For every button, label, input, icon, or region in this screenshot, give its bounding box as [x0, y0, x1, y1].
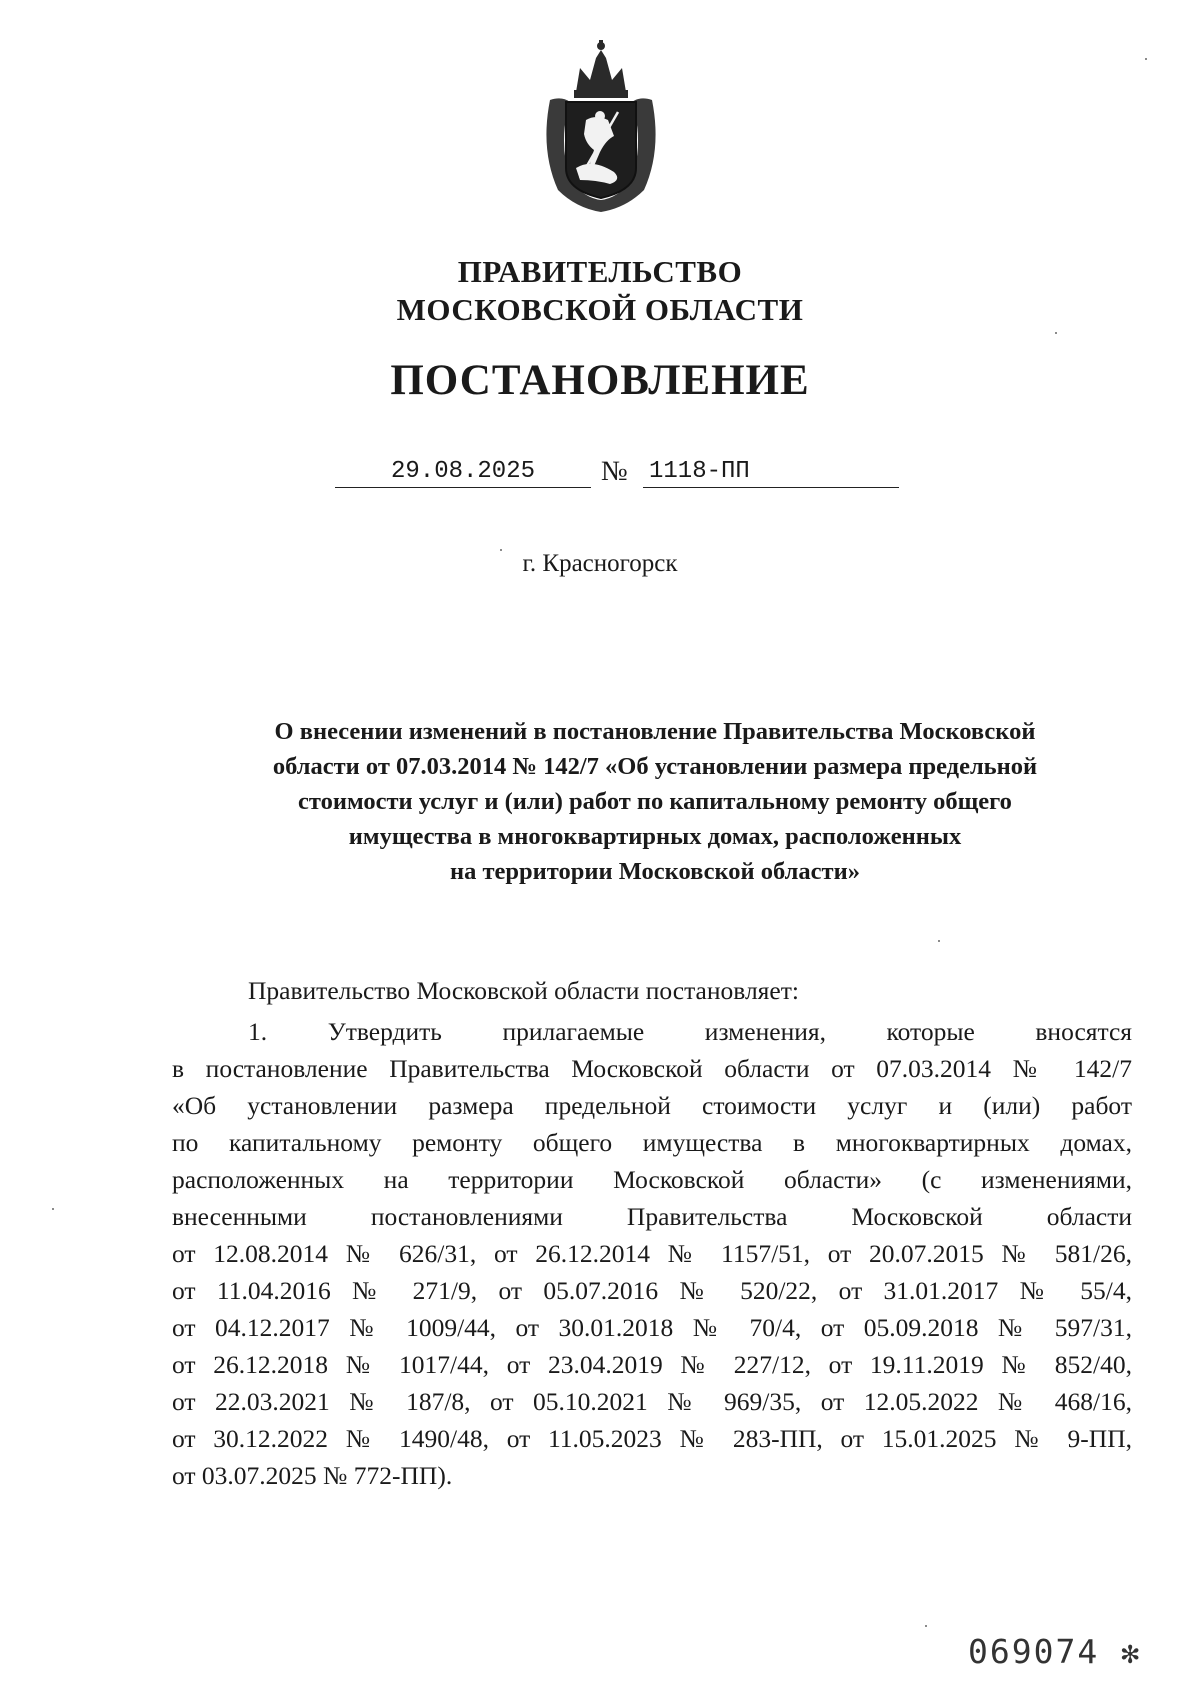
document-type: ПОСТАНОВЛЕНИЕ: [390, 357, 810, 404]
coat-of-arms-icon: [536, 40, 666, 212]
scan-speck: [52, 1208, 54, 1210]
number-sign: №: [601, 456, 628, 487]
serial-stamp: [968, 1632, 1141, 1671]
paragraph-line: расположенных на территории Московской области» (с изменениями,: [172, 1165, 1132, 1194]
paragraph-1: [172, 1013, 1132, 1494]
document-title: [190, 714, 1120, 889]
coat-of-arms-emblem: [536, 40, 666, 212]
document-date: 29.08.2025: [335, 458, 591, 488]
paragraph-line: по капитальному ремонту общего имущества в многоквартирных домах,: [172, 1128, 1132, 1157]
scan-speck: [500, 549, 502, 551]
title-line: имущества в многоквартирных домах, расположенных: [348, 823, 962, 850]
city-name: г. Красногорск: [522, 550, 678, 577]
paragraph-line: от 11.04.2016 № 271/9, от 05.07.2016 № 520/22, от 31.01.2017 № 55/4,: [172, 1276, 1132, 1305]
paragraph-line: от 22.03.2021 № 187/8, от 05.10.2021 № 969/35, от 12.05.2022 № 468/16,: [172, 1387, 1132, 1416]
title-line: стоимости услуг и (или) работ по капитальному ремонту общего: [298, 788, 1012, 815]
registration-line: [335, 458, 895, 498]
scan-speck: [1145, 58, 1147, 60]
paragraph-line: от 30.12.2022 № 1490/48, от 11.05.2023 № 283-ПП, от 15.01.2025 № 9-ПП,: [172, 1424, 1132, 1453]
paragraph-line: внесенными постановлениями Правительства Московской области: [172, 1202, 1132, 1231]
paragraph-line: от 12.08.2014 № 626/31, от 26.12.2014 № 1157/51, от 20.07.2015 № 581/26,: [172, 1239, 1132, 1268]
paragraph-line: 1. Утвердить прилагаемые изменения, которые вносятся: [248, 1017, 1132, 1046]
document-number: 1118-ПП: [643, 458, 899, 488]
paragraph-line: «Об установлении размера предельной стоимости услуг и (или) работ: [172, 1091, 1132, 1120]
title-line: на территории Московской области»: [450, 858, 860, 885]
paragraph-line: от 26.12.2018 № 1017/44, от 23.04.2019 № 227/12, от 19.11.2019 № 852/40,: [172, 1350, 1132, 1379]
paragraph-line: от 03.07.2025 № 772-ПП).: [172, 1461, 453, 1490]
scan-speck: [925, 1625, 927, 1627]
serial-number: 069074: [968, 1632, 1100, 1671]
government-name-line1: ПРАВИТЕЛЬСТВО: [457, 254, 743, 289]
paragraph-line: от 04.12.2017 № 1009/44, от 30.01.2018 № 70/4, от 05.09.2018 № 597/31,: [172, 1313, 1132, 1342]
title-line: области от 07.03.2014 № 142/7 «Об установлении размера предельной: [272, 753, 1038, 780]
government-name-line2: МОСКОВСКОЙ ОБЛАСТИ: [396, 292, 804, 327]
scan-speck: [1055, 332, 1057, 334]
scan-speck: [938, 940, 940, 942]
asterisk-mark-icon: ✻: [1121, 1636, 1142, 1671]
intro-sentence: Правительство Московской области постановляет:: [248, 976, 799, 1005]
title-line: О внесении изменений в постановление Правительства Московской: [274, 718, 1036, 745]
paragraph-line: в постановление Правительства Московской области от 07.03.2014 № 142/7: [172, 1054, 1132, 1083]
